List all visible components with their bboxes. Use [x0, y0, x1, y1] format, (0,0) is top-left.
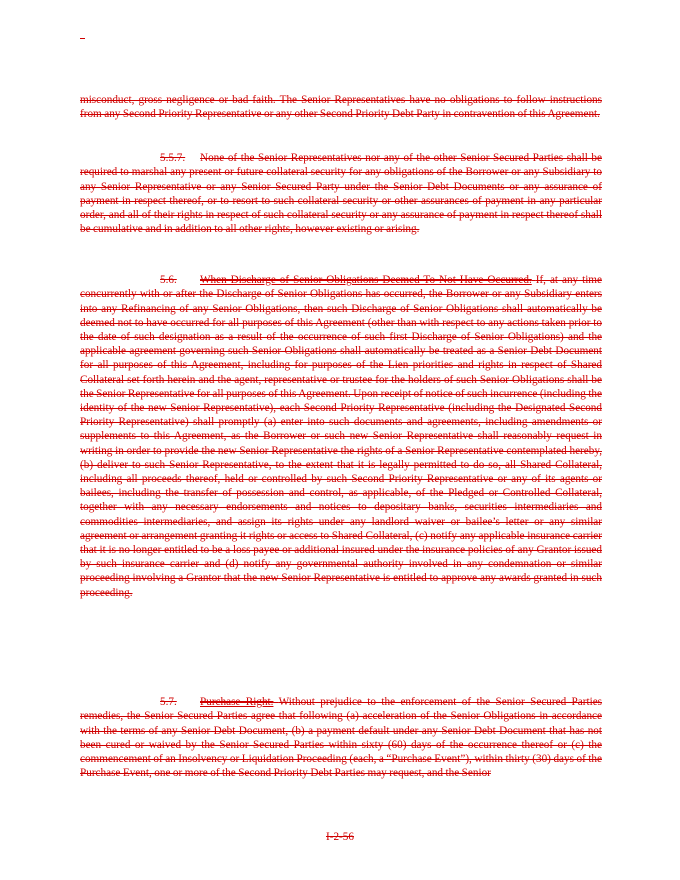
paragraph-continuation: misconduct, gross negligence or bad faith. The Senior Representatives have no obligations to follow instructions from any Second Priority Representative or any other Second Priority Debt Party in contravention of this Agreement. [80, 94, 602, 121]
section-text: Without prejudice to the enforcement of the Senior Secured Parties remedies, the Senior Secured Parties agree that following (a) acceleration of the Senior Obligations in accordance with the terms of any Senior Debt Document, (b) a payment default under any Senior Debt Document that has not been cured or waived by the Senior Secured Parties within sixty (60) days of the occurrence thereof or (c) the commencement of an Insolvency or Liquidation Proceeding (each, a “Purchase Event”), within thirty (30) days of the Purchase Event, one or more of the Second Priority Debt Parties may request, and the Senior [80, 696, 603, 780]
change-marker [80, 38, 85, 39]
section-title: Purchase Right. [200, 696, 274, 709]
section-text: None of the Senior Representatives nor any of the other Senior Secured Parties shall be required to marshal any present or future collateral security for any obligations of the Borrower or any Subsidiary to any Senior Representative or any Senior Secured Party under the Senior Debt Documents or any assurance of payment in respect thereof, or to resort to such collateral security or other assurances of payment in any particular order, and all of their rights in respect of such collateral security or any assurance of payment in respect thereof shall be cumulative and in addition to all other rights, however existing or arising. [80, 152, 602, 236]
page-footer: I-2-56 [326, 831, 354, 843]
section-title: When Discharge of Senior Obligations Deemed To Not Have Occurred. [200, 274, 532, 287]
paragraph-5-6 [80, 273, 602, 600]
section-number: 5.7. [160, 696, 177, 709]
paragraph-5-5-7 [80, 151, 602, 236]
section-number: 5.6. [160, 274, 177, 287]
paragraph-5-7 [80, 695, 602, 780]
section-text: If, at any time concurrently with or after the Discharge of Senior Obligations has occurred, the Borrower or any Subsidiary enters into any Refinancing of any Senior Obligations, then such Discharge of Senior Obligations shall automatically be deemed not to have occurred for all purposes of this Agreement (other than with respect to any actions taken prior to the date of such designation as a result of the occurrence of such first Discharge of Senior Obligations) and the applicable agreement governing such Senior Obligations shall automatically be treated as a Senior Debt Document for all purposes of this Agreement, including for purposes of the Lien priorities and rights in respect of Shared Collateral set forth herein and the agent, representative or trustee for the holders of such Senior Obligations shall be the Senior Representative for all purposes of this Agreement. Upon receipt of notice of such incurrence (including the identity of the new Senior Representative), each Second Priority Representative (including the Designated Second Priority Representative) shall promptly (a) enter into such documents and agreements, including amendments or supplements to this Agreement, as the Borrower or such new Senior Representative shall reasonably request in writing in order to provide the new Senior Representative the rights of a Senior Representative contemplated hereby, (b) deliver to such Senior Representative, to the extent that it is legally permitted to do so, all Shared Collateral, including all proceeds thereof, held or controlled by such Second Priority Representative or any of its agents or bailees, including the transfer of possession and control, as applicable, of the Pledged or Controlled Collateral, together with any necessary endorsements and notices to depositary banks, securities intermediaries and commodities intermediaries, and assign its rights under any landlord waiver or bailee’s letter or any similar agreement or arrangement granting it rights or access to Shared Collateral, (c) notify any applicable insurance carrier that it is no longer entitled to be a loss payee or additional insured under the insurance policies of any Grantor issued by such insurance carrier and (d) notify any governmental authority involved in any condemnation or similar proceeding involving a Grantor that the new Senior Representative is entitled to approve any awards granted in such proceeding. [80, 274, 602, 599]
section-number: 5.5.7. [160, 152, 186, 165]
